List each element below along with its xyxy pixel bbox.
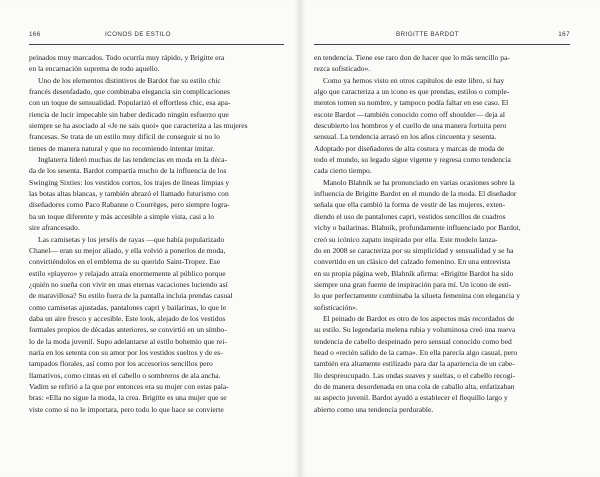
text-line: lo que perfectamente combinaba la silueta femenina con elegancia y — [314, 291, 520, 301]
text-line: formales propios de décadas anteriores, se convirtió en un símbo- — [29, 325, 227, 335]
text-line: tendencia de cabello despeinado pero sensual conocido como bed — [314, 336, 512, 346]
text-line: Como ya hemos visto en otros capítulos de este libro, si hay — [323, 75, 505, 85]
text-line: da de los sesenta. Bardot compartía mucho de la influencia de los — [29, 166, 227, 176]
text-line: Vadim se refirió a la que por entonces era su mujer con estas pala- — [29, 381, 229, 391]
text-line: en la encarnación suprema de todo aquello. — [29, 64, 160, 74]
running-title: ICONOS DE ESTILO — [105, 31, 171, 38]
text-line: sofisticación». — [314, 302, 358, 312]
text-line: Inglaterra lideró muchas de las tendencias en moda en la déca- — [38, 155, 228, 165]
text-line: siempre una gran fuente de inspiración para mí. Un icono de esti- — [314, 279, 512, 289]
text-line: naría en los setenta con su amor por los vestidos sueltos y de es- — [29, 347, 223, 357]
text-line: llo despreocupado. Las ondas suaves y sueltas, o el cabello recogi- — [314, 370, 516, 380]
text-line: francés desenfadado, que combinaba elegancia sin complicaciones — [29, 87, 230, 97]
text-line: vichy o bailarinas. Blahník, profundamente influenciado por Bardot, — [314, 223, 521, 233]
text-line: de maravillosa? Su estilo fuera de la pantalla incluía prendas casual — [29, 291, 233, 301]
text-line: su aspecto juvenil. Bardot ayudó a establecer el flequillo largo y — [314, 393, 508, 403]
text-line: ¿quién no sueña con vivir en unas eternas vacaciones luciendo así — [29, 279, 228, 289]
text-line: cada cierto tiempo. — [314, 166, 372, 176]
text-line: llamativos, como cintas en el cabello o sombreros de ala ancha. — [29, 370, 221, 380]
text-line: con un toque de sensualidad. Popularizó el effortless chic, esa apa- — [29, 98, 231, 108]
text-line: diseñadores como Paco Rabanne o Courrèges, pero siempre logra- — [29, 200, 230, 210]
text-line: bras: «Ella no sigue la moda, la crea. Brigitte es una mujer que se — [29, 393, 227, 403]
header-rule — [314, 44, 570, 45]
text-line: estilo «playero» y relajado atraía enormemente al público porque — [29, 268, 226, 278]
body-text — [314, 52, 570, 415]
text-line: como camisetas ajustadas, pantalones capri y bailarinas, lo que le — [29, 302, 227, 312]
text-line: Swinging Sixties: los vestidos cortos, los trajes de líneas limpias y — [29, 177, 230, 187]
text-line: do en 2008 se caracteriza por su simplicidad y sensualidad y se ha — [314, 245, 514, 255]
page-number: 166 — [29, 31, 41, 38]
text-line: El peinado de Bardot es otro de los aspectos más recordados de — [323, 313, 515, 323]
text-line: diendo el uso de pantalones capri, vestidos sencillos de cuadros — [314, 211, 506, 221]
text-line: ba un toque diferente y más accesible a simple vista, casi a lo — [29, 211, 215, 221]
text-line: head o «recién salido de la cama». En ella parecía algo casual, pero — [314, 347, 518, 357]
text-line: Uno de los elementos distintivos de Bardot fue su estilo chic — [38, 75, 221, 85]
text-line: convertido en un clásico del calzado femenino. En una entrevista — [314, 257, 511, 267]
running-title: BRIGITTE BARDOT — [396, 31, 460, 38]
text-line: sensual. La tendencia arrasó en los años cincuenta y sesenta. — [314, 132, 497, 142]
text-line: en tendencia. Tiene ese raro don de hacer que lo más sencillo pa- — [314, 53, 510, 62]
text-line: las botas altas blancas, y también abrazó el llamado futurismo con — [29, 189, 229, 199]
text-line: daba un aire fresco y accesible. Este look, alejado de los vestidos — [29, 313, 226, 323]
text-line: rezca sofisticado». — [314, 64, 371, 74]
body-text — [29, 52, 284, 415]
text-line: su estilo. Su legendaria melena rubia y voluminosa creó una nueva — [314, 325, 516, 335]
text-line: Chanel— eran su mejor aliado, y ella volvió a ponerlos de moda, — [29, 245, 226, 255]
text-line: abierto como una tendencia perdurable. — [314, 404, 434, 414]
text-line: Manolo Blahník se ha pronunciado en varias ocasiones sobre la — [323, 177, 515, 187]
text-line: siempre se ha asociado al «Je ne sais quoi» que caracteriza a las mujeres — [29, 121, 248, 131]
text-line: tienes de manera natural y que no recomiendo intentar imitar. — [29, 143, 215, 153]
text-line: sire afrancesado. — [29, 223, 80, 233]
text-line: en su propia página web, Blahník afirma: «Brigitte Bardot ha sido — [314, 268, 514, 278]
text-line: riencia de lucir impecable sin haber dedicado ningún esfuerzo que — [29, 109, 229, 119]
page-number: 167 — [558, 31, 570, 38]
text-line: convirtiéndolos en el emblema de su querido Saint-Tropez. Ese — [29, 257, 221, 267]
right-page — [300, 0, 600, 477]
text-line: do de manera desordenada en una cola de caballo alta, enfatizaban — [314, 381, 515, 391]
header-rule — [29, 44, 284, 45]
text-line: tampados florales, así como por los accesorios sencillos pero — [29, 359, 213, 369]
text-line: escote Bardot —también conocido como off shoulder— deja al — [314, 109, 505, 119]
text-line: peinados muy marcados. Todo ocurría muy rápido, y Brigitte era — [29, 53, 225, 62]
text-line: señala que ella cambió la forma de vestir de las mujeres, exten- — [314, 200, 506, 210]
text-line: Las camisetas y los jerséis de rayas —que había popularizado — [38, 234, 225, 244]
text-line: influencia de Brigitte Bardot en el mundo de la moda. El diseñador — [314, 189, 517, 199]
text-line: algo que caracteriza a un icono es que prendas, estilos o comple- — [314, 87, 510, 97]
text-line: todo el mundo, su legado sigue vigente y regresa como tendencia — [314, 155, 511, 165]
text-line: Adoptado por diseñadores de alta costura y marcas de moda de — [314, 143, 505, 153]
text-line: mentos tomen su nombre, y tampoco podía faltar en ese caso. El — [314, 98, 509, 108]
text-line: también era altamente estilizado para dar la apariencia de un cabe- — [314, 359, 515, 369]
text-line: creó su icónico zapato inspirado por ella. Este modelo lanza- — [314, 234, 498, 244]
text-line: francesas. Se trata de un estilo muy difícil de conseguir si no lo — [29, 132, 220, 142]
text-line: lo de la moda juvenil. Supo adelantarse al estilo bohemio que rei- — [29, 336, 227, 346]
text-line: viste como si no le importara, pero todo lo que hace se convierte — [29, 404, 224, 414]
text-line: descubierto los hombros y el cuello de una manera fortuita pero — [314, 121, 507, 131]
